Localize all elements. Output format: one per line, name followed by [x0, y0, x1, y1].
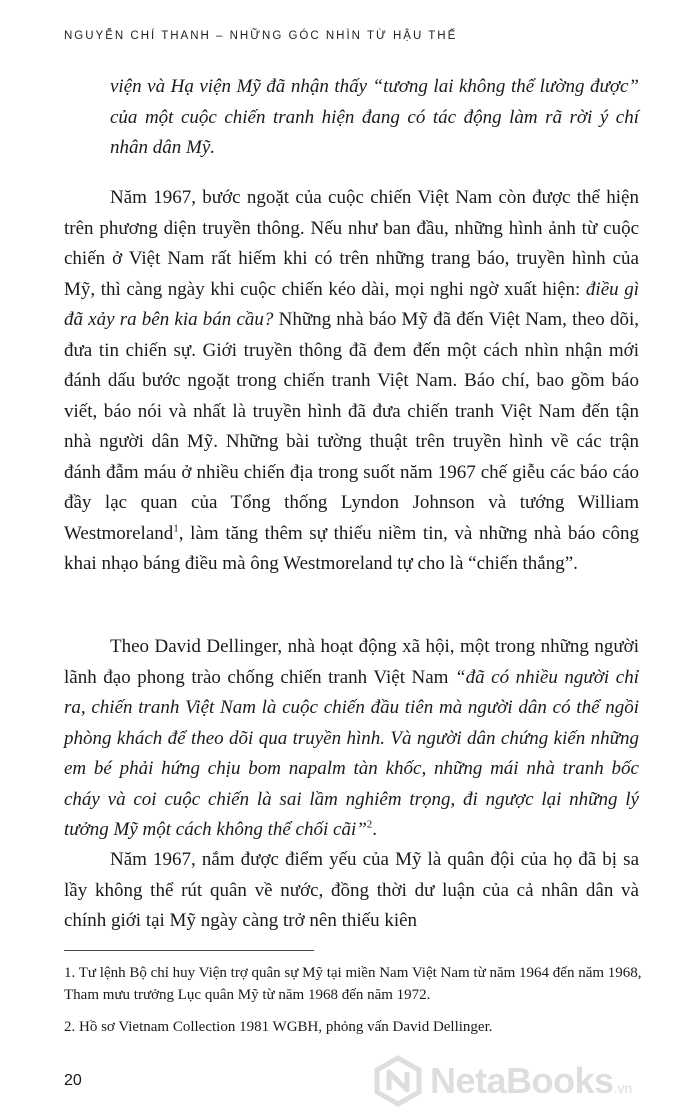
paragraph-2-quote: “đã có nhiều người chỉ ra, chiến tranh Việt Nam là cuộc chiến đầu tiên mà người dân có thể ngồi phòng khách để theo dõi qua truyền hình. Và người dân chứng kiến những em bé phải hứng chịu bom napalm tàn khốc, những mái nhà tranh bốc cháy và coi cuộc chiến là sai lầm nghiêm trọng, đi ngược lại những lý tưởng Mỹ một cách không thể chối cãi”: [64, 666, 639, 840]
footnote-2: 2. Hồ sơ Vietnam Collection 1981 WGBH, phỏng vấn David Dellinger.: [64, 1019, 493, 1035]
netabooks-logo-icon: [372, 1055, 424, 1107]
footnote-divider: [64, 950, 314, 951]
footnote-1: 1. Tư lệnh Bộ chỉ huy Viện trợ quân sự Mỹ tại miền Nam Việt Nam từ năm 1964 đến năm 1968, Tham mưu trưởng Lục quân Mỹ từ năm 1968 đến năm 1972.: [64, 965, 642, 1003]
running-header: NGUYỄN CHÍ THANH – NHỮNG GÓC NHÌN TỪ HẬU THẾ: [64, 30, 458, 42]
paragraph-1: [64, 183, 639, 580]
paragraph-1-italic: điều gì đã xảy ra bên kia bán cầu?: [64, 278, 639, 330]
watermark-brand: NetaBooks: [430, 1060, 614, 1101]
page-number: 20: [64, 1072, 82, 1089]
paragraph-2: [64, 632, 639, 846]
paragraph-2-part-a: Theo David Dellinger, nhà hoạt động xã hội, một trong những người lãnh đạo phong trào chống chiến tranh Việt Nam: [64, 636, 639, 688]
quote-continuation: [64, 72, 639, 164]
footnotes: [64, 962, 644, 1048]
paragraph-2-end: .: [372, 819, 378, 840]
paragraph-1-part-a: Năm 1967, bước ngoặt của cuộc chiến Việt Nam còn được thể hiện trên phương diện truyền thông. Nếu như ban đầu, những hình ảnh từ cuộc chiến ở Việt Nam rất hiếm khi có trên những trang báo, truyền hình của Mỹ, thì càng ngày khi cuộc chiến kéo dài, mọi nghi ngờ xuất hiện:: [64, 187, 639, 300]
quote-text: viện và Hạ viện Mỹ đã nhận thấy “tương lai không thể lường được” của một cuộc chiến tranh hiện đang có tác động làm rã rời ý chí nhân dân Mỹ.: [110, 76, 639, 158]
paragraph-3: [64, 845, 639, 937]
paragraph-1-part-b: Những nhà báo Mỹ đã đến Việt Nam, theo dõi, đưa tin chiến sự. Giới truyền thông đã đem đến một cách nhìn nhận mới đánh dấu bước ngoặt trong chiến tranh Việt Nam. Báo chí, bao gồm báo viết, báo nói và nhất là truyền hình đã đưa chiến tranh Việt Nam đến tận nhà người dân Mỹ. Những bài tường thuật trên truyền hình về các trận đánh đẫm máu ở nhiều chiến địa trong suốt năm 1967 chế giễu các báo cáo đầy lạc quan của Tổng thống Lyndon Johnson và tướng William Westmoreland: [64, 309, 640, 544]
watermark-suffix: .vn: [613, 1080, 633, 1096]
footnote-ref-1[interactable]: 1: [173, 522, 179, 535]
footnote-ref-2[interactable]: 2: [366, 818, 373, 831]
paragraph-3-text: Năm 1967, nắm được điểm yếu của Mỹ là quân đội của họ đã bị sa lầy không thể rút quân về nước, đồng thời dư luận của cả nhân dân và chính giới tại Mỹ ngày càng trở nên thiếu kiên: [64, 849, 639, 931]
watermark: [372, 1052, 692, 1110]
paragraph-1-part-c: , làm tăng thêm sự thiếu niềm tin, và những nhà báo công khai nhạo báng điều mà ông Westmoreland tự cho là “chiến thắng”.: [64, 522, 639, 574]
